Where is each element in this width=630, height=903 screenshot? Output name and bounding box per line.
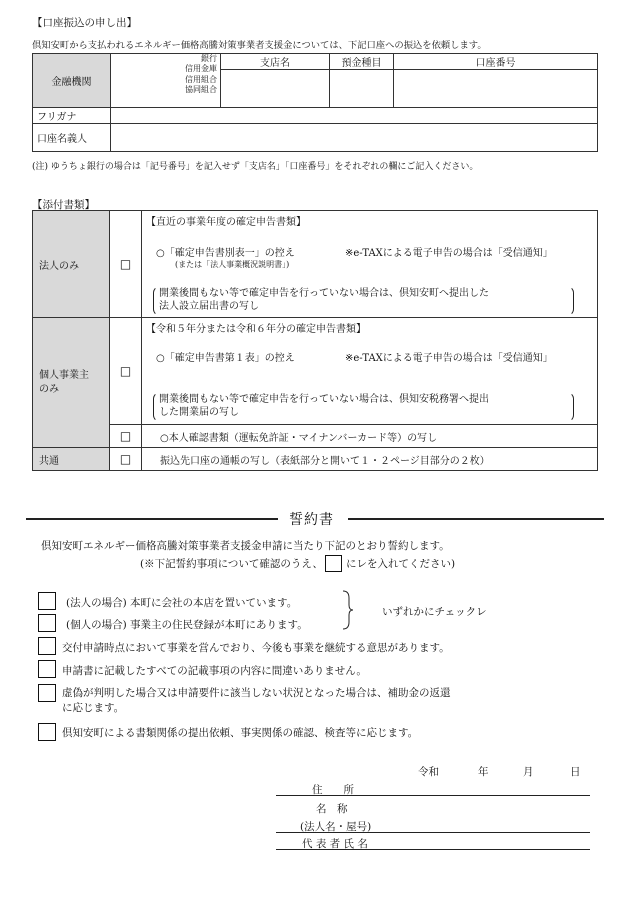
pledge-individual-checkbox[interactable] (38, 614, 56, 632)
id-doc-checkbox[interactable]: □ (110, 425, 142, 448)
institution-label: 金融機関 (33, 54, 111, 108)
individual-bracket-line-2: した開業届の写し (159, 407, 239, 418)
address-label: 住 所 (312, 784, 354, 796)
corp-docs-cell (142, 211, 598, 318)
corp-trade-name-label: (法人名・屋号) (300, 821, 372, 833)
inst-type-shinkin: 信用金庫 (185, 64, 217, 74)
individual-etax-note: ※e-TAXによる電子申告の場合は「受信通知」 (345, 353, 553, 364)
pledge-business-checkbox[interactable] (38, 637, 56, 655)
pledge-business-item: 交付申請時点において事業を営んでおり、今後も事業を継続する意思があります。 (62, 642, 450, 654)
pledge-refund-line-1: 虚偽が判明した場合又は申請要件に該当しない状況となった場合は、補助金の返還 (62, 687, 451, 699)
representative-label: 代 表 者 氏 名 (302, 838, 368, 850)
individual-bracket-line-1: 開業後間もない等で確定申告を行っていない場合は、倶知安税務署へ提出 (159, 394, 489, 405)
individual-bracket-right (567, 392, 574, 422)
pledge-corp-checkbox[interactable] (38, 592, 56, 610)
sample-checkbox (325, 555, 342, 572)
furigana-label: フリガナ (33, 108, 111, 124)
id-doc-item: ○本人確認書類（運転免許証・マイナンバーカード等）の写し (142, 425, 598, 448)
corp-bracket-line-1: 開業後間もない等で確定申告を行っていない場合は、倶知安町へ提出した (159, 288, 489, 299)
branch-header: 支店名 (221, 54, 330, 70)
institution-type-cell[interactable] (111, 54, 221, 108)
pledge-inspect-item: 倶知安町による書類関係の提出依頼、事実関係の確認、検査等に応じます。 (62, 727, 419, 739)
corp-docs-heading: 【直近の事業年度の確定申告書類】 (146, 217, 306, 228)
pledge-title: 誓約書 (289, 512, 334, 528)
individual-only-label (33, 318, 110, 448)
individual-docs-heading: 【令和５年分または令和６年分の確定申告書類】 (146, 324, 366, 335)
bank-intro: 倶知安町から支払われるエネルギー価格高騰対策事業者支援金については、下記口座への振込を依頼します。 (32, 40, 487, 51)
pledge-intro: 倶知安町エネルギー価格高騰対策事業者支援金申請に当たり下記のとおり誓約します。 (41, 540, 450, 552)
date-month: 月 (523, 766, 534, 778)
corp-return-item: ○「確定申告書別表一」の控え (156, 248, 295, 259)
either-brace-icon (341, 590, 355, 630)
corp-bracket-right (567, 286, 574, 316)
pledge-correct-item: 申請書に記載したすべての記載事項の内容に間違いありません。 (62, 665, 367, 677)
pledge-inspect-checkbox[interactable] (38, 723, 56, 741)
inst-type-kyodo: 協同組合 (185, 84, 217, 94)
deposit-type-header: 預金種目 (330, 54, 394, 70)
deposit-type-field[interactable] (330, 70, 394, 108)
representative-field[interactable] (276, 849, 590, 850)
individual-bracket-text (159, 393, 489, 419)
individual-return-item: ○「確定申告書第１表」の控え (156, 353, 295, 364)
individual-label-line-2: のみ (39, 383, 59, 395)
date-day: 日 (570, 766, 581, 778)
corp-bracket-text (159, 287, 489, 313)
common-label: 共通 (33, 448, 110, 471)
pledge-instruction (140, 555, 455, 572)
pledge-instruction-before: (※下記誓約事項について確認のうえ、 (140, 558, 324, 570)
corp-etax-note: ※e-TAXによる電子申告の場合は「受信通知」 (345, 248, 553, 259)
corp-bracket-line-2: 法人設立届出書の写し (159, 301, 259, 312)
attachments-table (32, 210, 598, 471)
pledge-instruction-after: にレを入れてください) (346, 558, 456, 570)
entity-name-field[interactable] (276, 832, 590, 833)
branch-field[interactable] (221, 70, 330, 108)
account-holder-field[interactable] (111, 124, 598, 152)
common-checkbox[interactable]: □ (110, 448, 142, 471)
attachments-title: 【添付書類】 (32, 199, 95, 211)
passbook-item: 振込先口座の通帳の写し（表紙部分と開いて１・２ページ目部分の２枚） (142, 448, 598, 471)
inst-type-bank: 銀行 (201, 54, 217, 63)
entity-name-label: 名 称 (316, 803, 348, 815)
individual-docs-cell (142, 318, 598, 425)
pledge-rule-left (26, 518, 278, 520)
bank-note: (注) ゆうちょ銀行の場合は「記号番号」を記入せず「支店名」「口座番号」をそれぞれの欄にご記入ください。 (32, 162, 479, 172)
pledge-corp-item: (法人の場合) 本町に会社の本店を置いています。 (66, 597, 298, 609)
bank-table (32, 53, 598, 152)
pledge-refund-item (62, 686, 451, 716)
inst-type-shinkumi: 信用組合 (185, 74, 217, 84)
corp-checkbox[interactable]: □ (110, 211, 142, 318)
either-check-note: いずれかにチェックレ (382, 606, 487, 618)
bank-section-title: 【口座振込の申し出】 (32, 17, 137, 29)
furigana-field[interactable] (111, 108, 598, 124)
pledge-refund-line-2: に応じます。 (62, 702, 125, 714)
address-field[interactable] (276, 795, 590, 796)
pledge-correct-checkbox[interactable] (38, 660, 56, 678)
date-year: 年 (478, 766, 489, 778)
pledge-refund-checkbox[interactable] (38, 684, 56, 702)
account-number-field[interactable] (394, 70, 598, 108)
account-holder-label: 口座名義人 (33, 124, 111, 152)
individual-label-line-1: 個人事業主 (39, 369, 89, 381)
pledge-rule-right (348, 518, 604, 520)
date-era: 令和 (418, 766, 439, 778)
corp-alt-doc: (または「法人事業概況説明書」) (175, 260, 290, 269)
corp-only-label: 法人のみ (33, 211, 110, 318)
account-number-header: 口座番号 (394, 54, 598, 70)
individual-checkbox[interactable]: □ (110, 318, 142, 425)
pledge-individual-item: (個人の場合) 事業主の住民登録が本町にあります。 (66, 619, 308, 631)
